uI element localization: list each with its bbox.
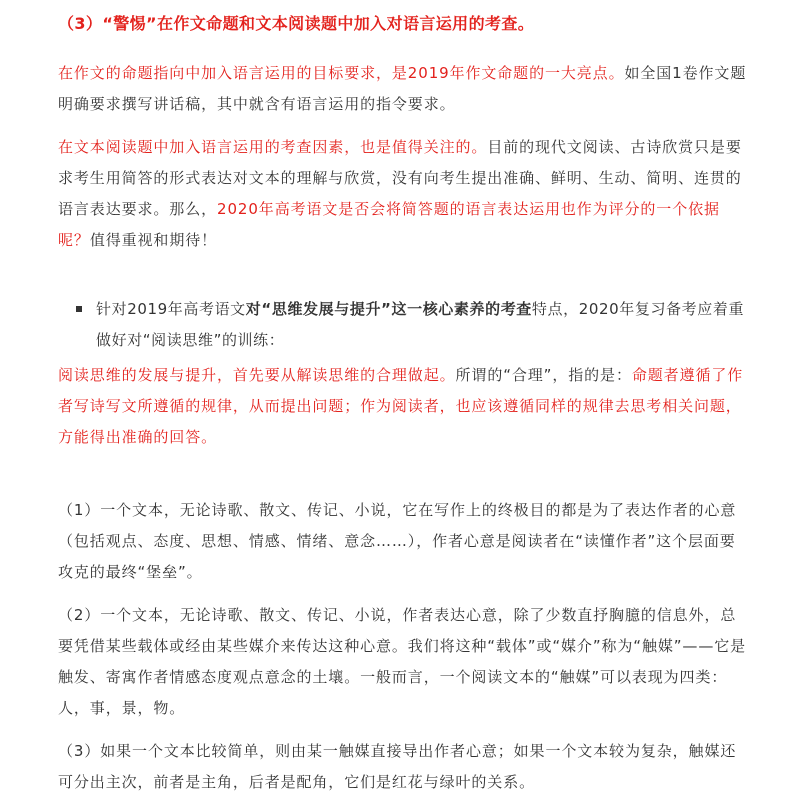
bullet-item bbox=[58, 294, 747, 356]
numbered-item-3: （3）如果一个文本比较简单，则由某一触媒直接导出作者心意；如果一个文本较为复杂，触媒还可分出主次，前者是主角，后者是配角，它们是红花与绿叶的关系。 bbox=[58, 742, 737, 791]
spacer bbox=[58, 465, 747, 495]
highlight-text: 阅读思维的发展与提升，首先要从解读思维的合理做起。 bbox=[58, 366, 456, 384]
body-text: 特点，2020年复习备考应着重做好对“阅读思维”的训练： bbox=[96, 300, 745, 349]
paragraph-reading-thinking bbox=[58, 360, 747, 453]
highlight-text: 在作文的命题指向中加入语言运用的目标要求，是2019年作文命题的一大亮点。 bbox=[58, 64, 625, 82]
highlight-text: 2020年高考语文是否会将简答题的语言表达运用也作为评分的一个依据呢？ bbox=[58, 200, 720, 249]
bold-text: 对“思维发展与提升”这一核心素养的考查 bbox=[245, 300, 532, 318]
body-text: 如全国1卷作文题明确要求撰写讲话稿，其中就含有语言运用的指令要求。 bbox=[58, 64, 747, 113]
highlight-text: 命题者遵循了作者写诗写文所遵循的规律，从而提出问题；作为阅读者，也应该遵循同样的规律去思考相关问题，方能得出准确的回答。 bbox=[58, 366, 744, 446]
body-text: 值得重视和期待！ bbox=[89, 231, 218, 249]
section-heading: （3）“警惕”在作文命题和文本阅读题中加入对语言运用的考查。 bbox=[58, 14, 535, 33]
paragraph-composition bbox=[58, 58, 747, 120]
body-text: 针对2019年高考语文 bbox=[96, 300, 246, 318]
body-text: 所谓的“合理”，指的是： bbox=[455, 366, 632, 384]
square-bullet-icon bbox=[76, 306, 82, 312]
paragraph-reading bbox=[58, 132, 747, 256]
numbered-item-1: （1）一个文本，无论诗歌、散文、传记、小说，它在写作上的终极目的都是为了表达作者的心意（包括观点、态度、思想、情感、情绪、意念……），作者心意是阅读者在“读懂作者”这个层面要攻克的最终“堡垒”。 bbox=[58, 501, 737, 581]
numbered-item-2: （2）一个文本，无论诗歌、散文、传记、小说，作者表达心意，除了少数直抒胸臆的信息外，总要凭借某些载体或经由某些媒介来传达这种心意。我们将这种“载体”或“媒介”称为“触媒”——它是触发、寄寓作者情感态度观点意念的土壤。一般而言，一个阅读文本的“触媒”可以表现为四类：人，事，景，物。 bbox=[58, 606, 747, 717]
body-text: 目前的现代文阅读、古诗欣赏只是要求考生用简答的形式表达对文本的理解与欣赏，没有向考生提出准确、鲜明、生动、简明、连贯的语言表达要求。那么， bbox=[58, 138, 742, 218]
highlight-text: 在文本阅读题中加入语言运用的考查因素，也是值得关注的。 bbox=[58, 138, 488, 156]
